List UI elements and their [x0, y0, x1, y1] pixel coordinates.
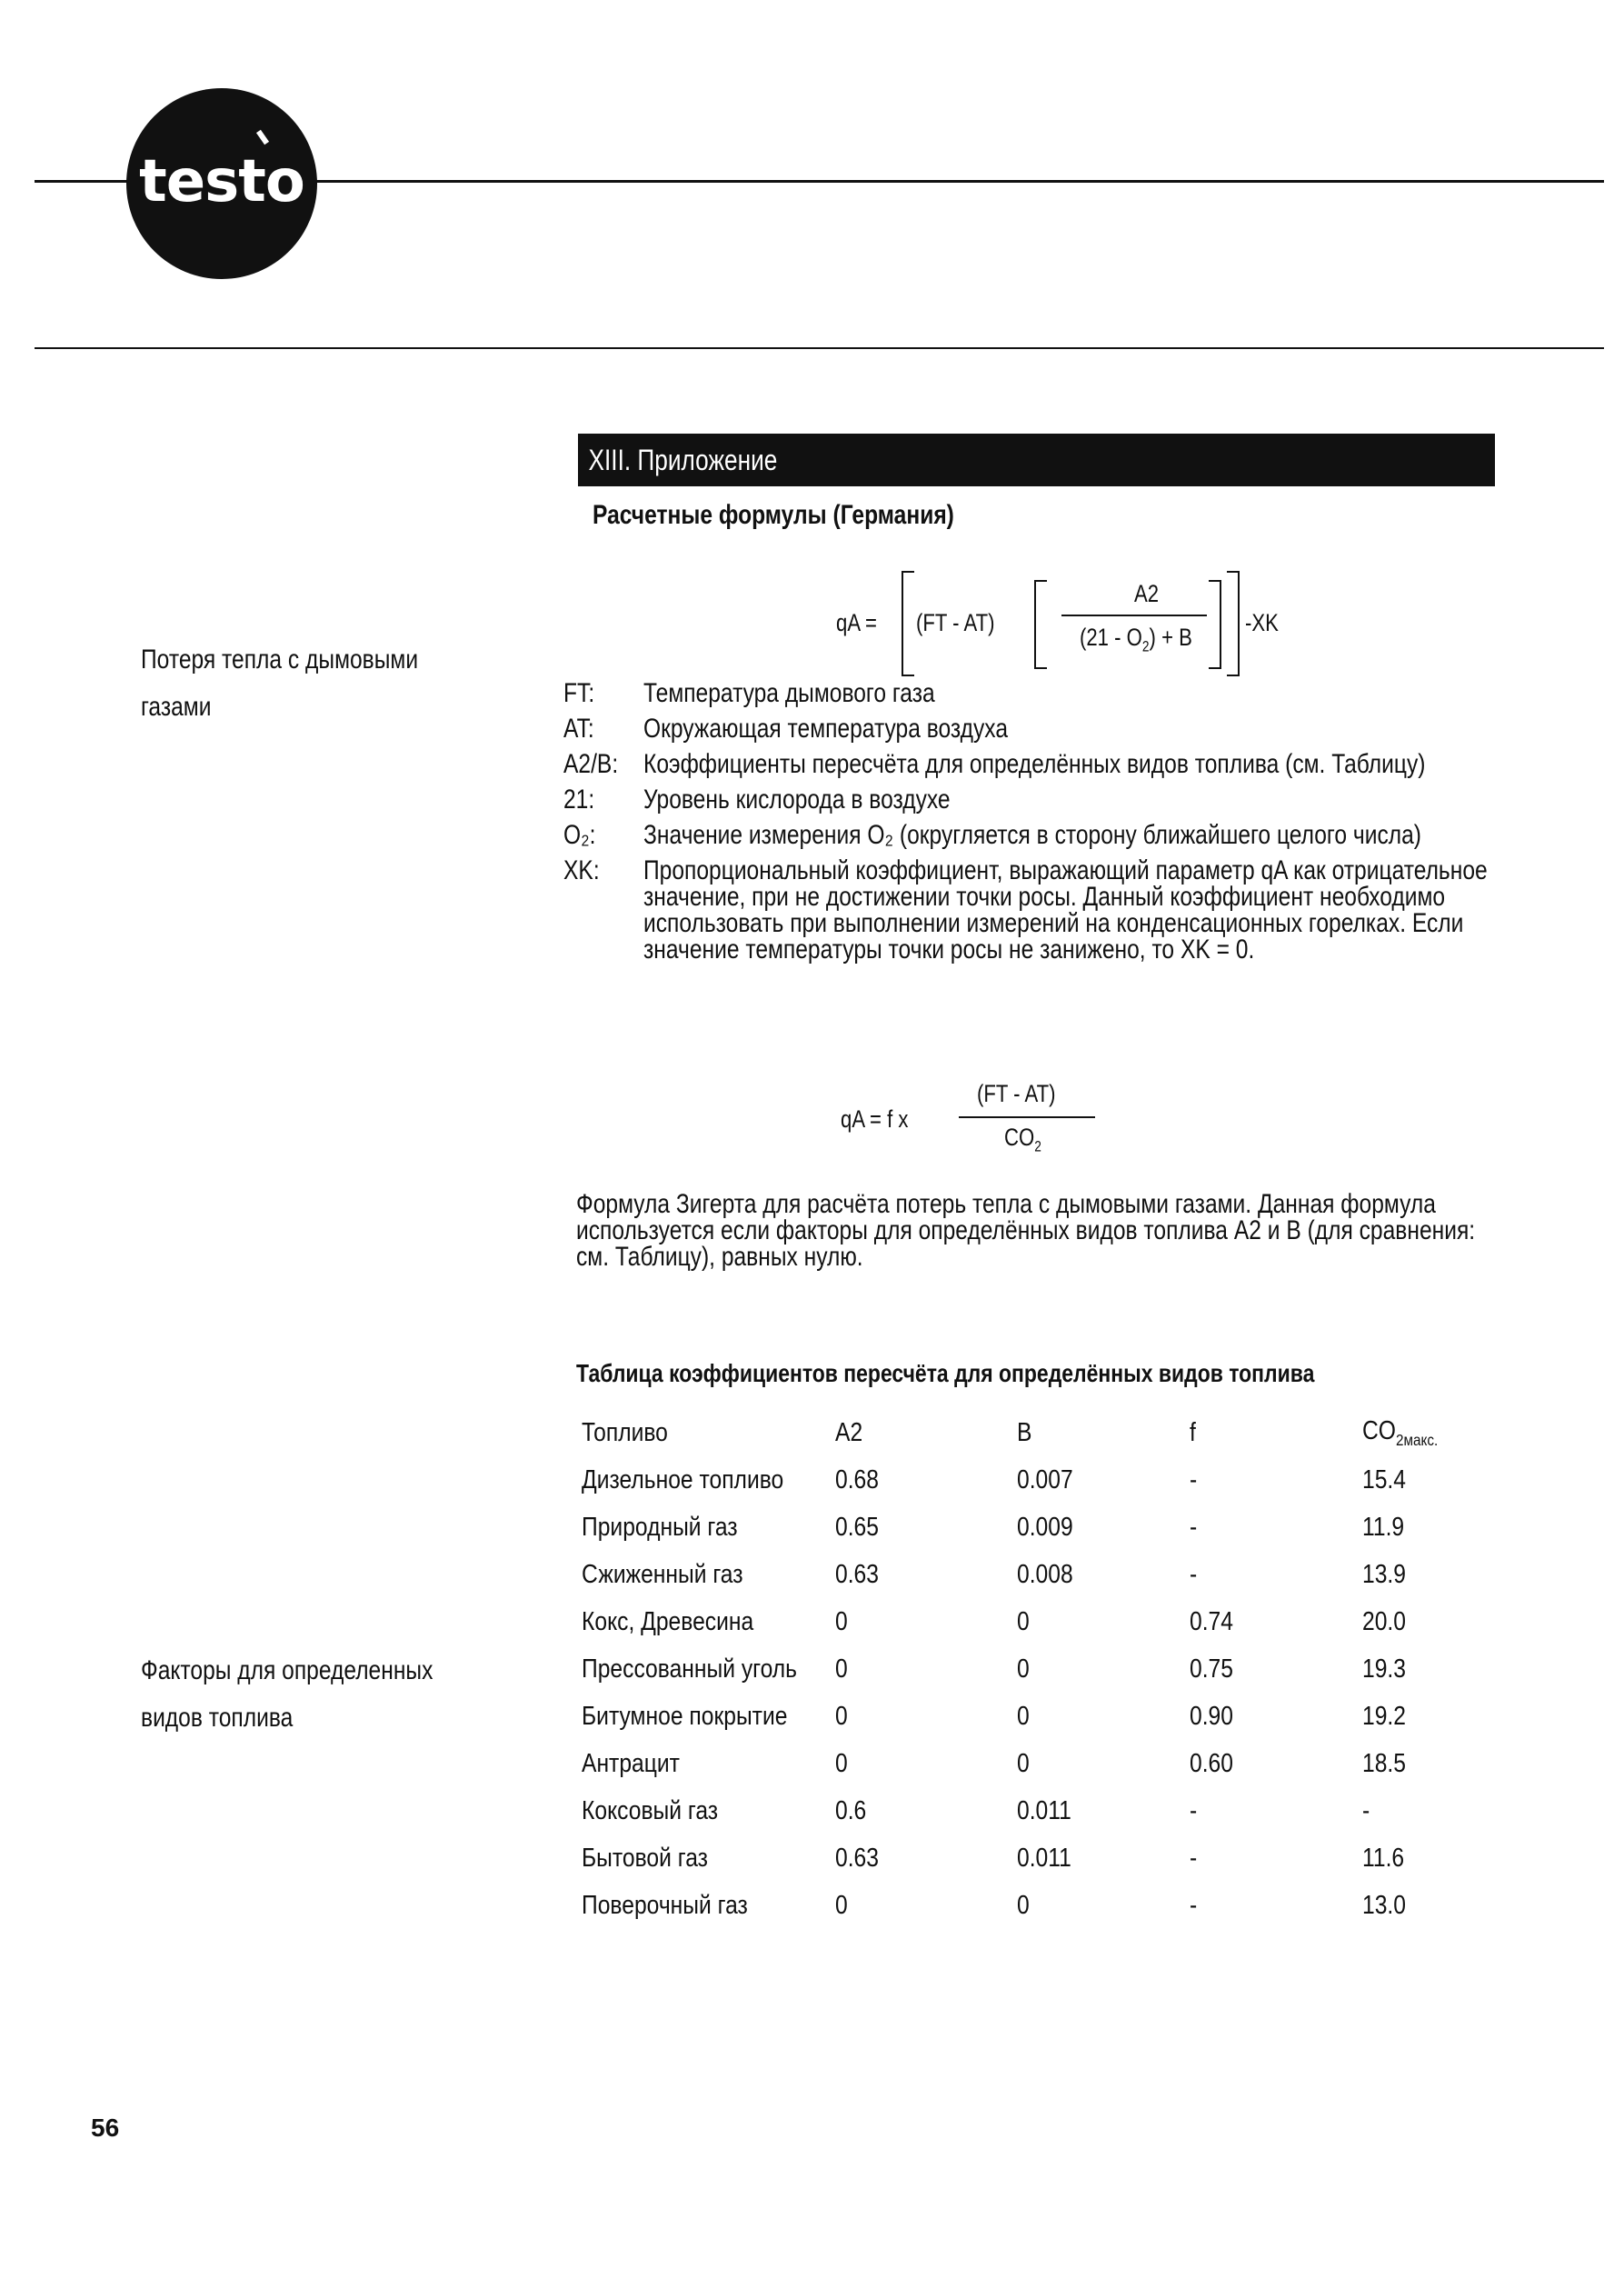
definition-row: [563, 751, 1499, 777]
table-row: [582, 1645, 1489, 1693]
table-row: [582, 1598, 1489, 1645]
a2-value: 0.68: [834, 1464, 879, 1494]
definition-term: A2/B:: [563, 749, 619, 779]
table-row: [582, 1834, 1489, 1882]
header-b: B: [1016, 1417, 1032, 1447]
section-title: XIII. Приложение: [588, 444, 778, 476]
co2max-value: 19.2: [1361, 1701, 1406, 1731]
co2max-value: 13.0: [1361, 1890, 1406, 1920]
fuel-name: Дизельное топливо: [582, 1464, 784, 1494]
table-row: [582, 1882, 1489, 1929]
definition-text: Температура дымового газа: [643, 678, 935, 708]
definition-text: Пропорциональный коэффициент, выражающий параметр qA как отрицательное значение, при не достижении точки росы. Данный коэффициент необходимо использовать при выполнении измерений на конденсационных горелках. Если значение температуры точки росы не занижено, то XK = 0.: [643, 855, 1488, 965]
definition-text: Уровень кислорода в воздухе: [643, 785, 951, 815]
formula-term: (FT - AT): [916, 609, 995, 636]
definition-text: Окружающая температура воздуха: [643, 714, 1009, 744]
fuel-name: Поверочный газ: [582, 1890, 748, 1920]
definition-term: 21:: [563, 785, 595, 815]
definitions-list: [563, 680, 1499, 972]
heat-loss-formula: [836, 571, 1309, 680]
a2-value: 0: [834, 1606, 848, 1636]
table-row: [582, 1740, 1489, 1787]
side-label-fuel-factors: Факторы для определенных видов топлива: [141, 1655, 433, 1733]
a2-value: 0.63: [834, 1559, 879, 1589]
co2max-value: 15.4: [1361, 1464, 1406, 1494]
b-value: 0: [1016, 1748, 1030, 1778]
table-row: [582, 1504, 1489, 1551]
page-number: 56: [91, 2114, 120, 2142]
b-value: 0.011: [1016, 1795, 1071, 1825]
fraction-line: [1061, 615, 1207, 616]
a2-value: 0.63: [834, 1843, 879, 1873]
definition-row: [563, 715, 1499, 742]
definition-text: Коэффициенты пересчёта для определённых видов топлива (см. Таблицу): [643, 749, 1426, 779]
co2max-value: 13.9: [1361, 1559, 1406, 1589]
f-value: -: [1189, 1512, 1198, 1542]
f-value: 0.75: [1189, 1654, 1233, 1684]
outer-right-bracket: [1227, 571, 1240, 676]
formula2-fraction-line: [959, 1116, 1095, 1118]
fuel-name: Бытовой газ: [582, 1843, 708, 1873]
b-value: 0.008: [1016, 1559, 1073, 1589]
outer-left-bracket: [902, 571, 914, 676]
side-label-heat-loss: Потеря тепла с дымовыми газами: [141, 645, 419, 722]
a2-value: 0: [834, 1654, 848, 1684]
definition-row: [563, 786, 1499, 813]
header-co2max: $CO_{2макс.}$: [1361, 1415, 1439, 1449]
fuel-name: Кокс, Древесина: [582, 1606, 754, 1636]
definition-term: XK:: [563, 855, 600, 885]
f-value: -: [1189, 1795, 1198, 1825]
fuel-name: Битумное покрытие: [582, 1701, 788, 1731]
a2-value: 0: [834, 1748, 848, 1778]
header-bottom-rule: [35, 347, 1604, 349]
co2max-value: 11.9: [1361, 1512, 1405, 1542]
header-f: f: [1189, 1417, 1196, 1447]
a2-value: 0.6: [834, 1795, 867, 1825]
definition-term: O₂:: [563, 820, 596, 850]
co2max-value: 11.6: [1361, 1843, 1405, 1873]
b-value: 0: [1016, 1606, 1030, 1636]
formula-denominator: $(21 - O_2) + B$: [1080, 624, 1192, 655]
header-rule-right: [314, 180, 1604, 183]
f-value: -: [1189, 1890, 1198, 1920]
a2-value: 0.65: [834, 1512, 879, 1542]
b-value: 0.007: [1016, 1464, 1073, 1494]
f-value: 0.74: [1189, 1606, 1233, 1636]
definition-row: [563, 857, 1499, 963]
co2max-value: 19.3: [1361, 1654, 1406, 1684]
fuel-name: Прессованный уголь: [582, 1654, 798, 1684]
f-value: -: [1189, 1559, 1198, 1589]
page-subtitle: Расчетные формулы (Германия): [593, 500, 954, 530]
formula2-lhs: qA = f x: [841, 1105, 909, 1133]
table-title: Таблица коэффициентов пересчёта для определённых видов топлива: [576, 1359, 1315, 1387]
definition-term: AT:: [563, 714, 594, 744]
header-a2: A2: [834, 1417, 863, 1447]
co2max-value: 20.0: [1361, 1606, 1406, 1636]
formula-suffix: -XK: [1245, 609, 1279, 636]
header-rule-left: [35, 180, 133, 183]
inner-right-bracket: [1209, 580, 1221, 669]
fuel-name: Природный газ: [582, 1512, 738, 1542]
section-header-bar: [578, 434, 1495, 486]
fuel-coefficients-table: [582, 1409, 1489, 1929]
fuel-name: Сжиженный газ: [582, 1559, 743, 1589]
logo-accent: [256, 130, 269, 145]
b-value: 0: [1016, 1890, 1030, 1920]
table-body: [582, 1456, 1489, 1929]
definition-text: Значение измерения O₂ (округляется в сторону ближайшего целого числа): [643, 820, 1421, 850]
logo-text: testo: [139, 148, 304, 215]
formula-numerator: A2: [1134, 580, 1160, 607]
co2max-value: 18.5: [1361, 1748, 1406, 1778]
b-value: 0: [1016, 1701, 1030, 1731]
testo-logo: [126, 88, 317, 279]
a2-value: 0: [834, 1701, 848, 1731]
table-row: [582, 1787, 1489, 1834]
formula-lhs: qA =: [836, 609, 877, 636]
f-value: 0.60: [1189, 1748, 1233, 1778]
f-value: 0.90: [1189, 1701, 1233, 1731]
b-value: 0.011: [1016, 1843, 1071, 1873]
inner-left-bracket: [1034, 580, 1047, 669]
fuel-name: Антрацит: [582, 1748, 680, 1778]
siegert-description: Формула Зигерта для расчёта потерь тепла с дымовыми газами. Данная формула используется если факторы для определённых видов топлива A2 и B (для сравнения: см. Таблицу), равных нулю.: [576, 1189, 1476, 1272]
formula2-denominator: $CO_2$: [1004, 1124, 1041, 1155]
header-fuel: Топливо: [582, 1417, 668, 1447]
table-row: [582, 1551, 1489, 1598]
b-value: 0: [1016, 1654, 1030, 1684]
formula2-numerator: (FT - AT): [977, 1080, 1056, 1107]
definition-row: [563, 680, 1499, 706]
table-row: [582, 1456, 1489, 1504]
table-row: [582, 1693, 1489, 1740]
f-value: -: [1189, 1843, 1198, 1873]
siegert-formula: [841, 1080, 1113, 1162]
f-value: -: [1189, 1464, 1198, 1494]
a2-value: 0: [834, 1890, 848, 1920]
co2max-value: -: [1361, 1795, 1370, 1825]
fuel-name: Коксовый газ: [582, 1795, 719, 1825]
b-value: 0.009: [1016, 1512, 1073, 1542]
definition-term: FT:: [563, 678, 595, 708]
definition-row: [563, 822, 1499, 848]
table-header-row: [582, 1409, 1489, 1456]
